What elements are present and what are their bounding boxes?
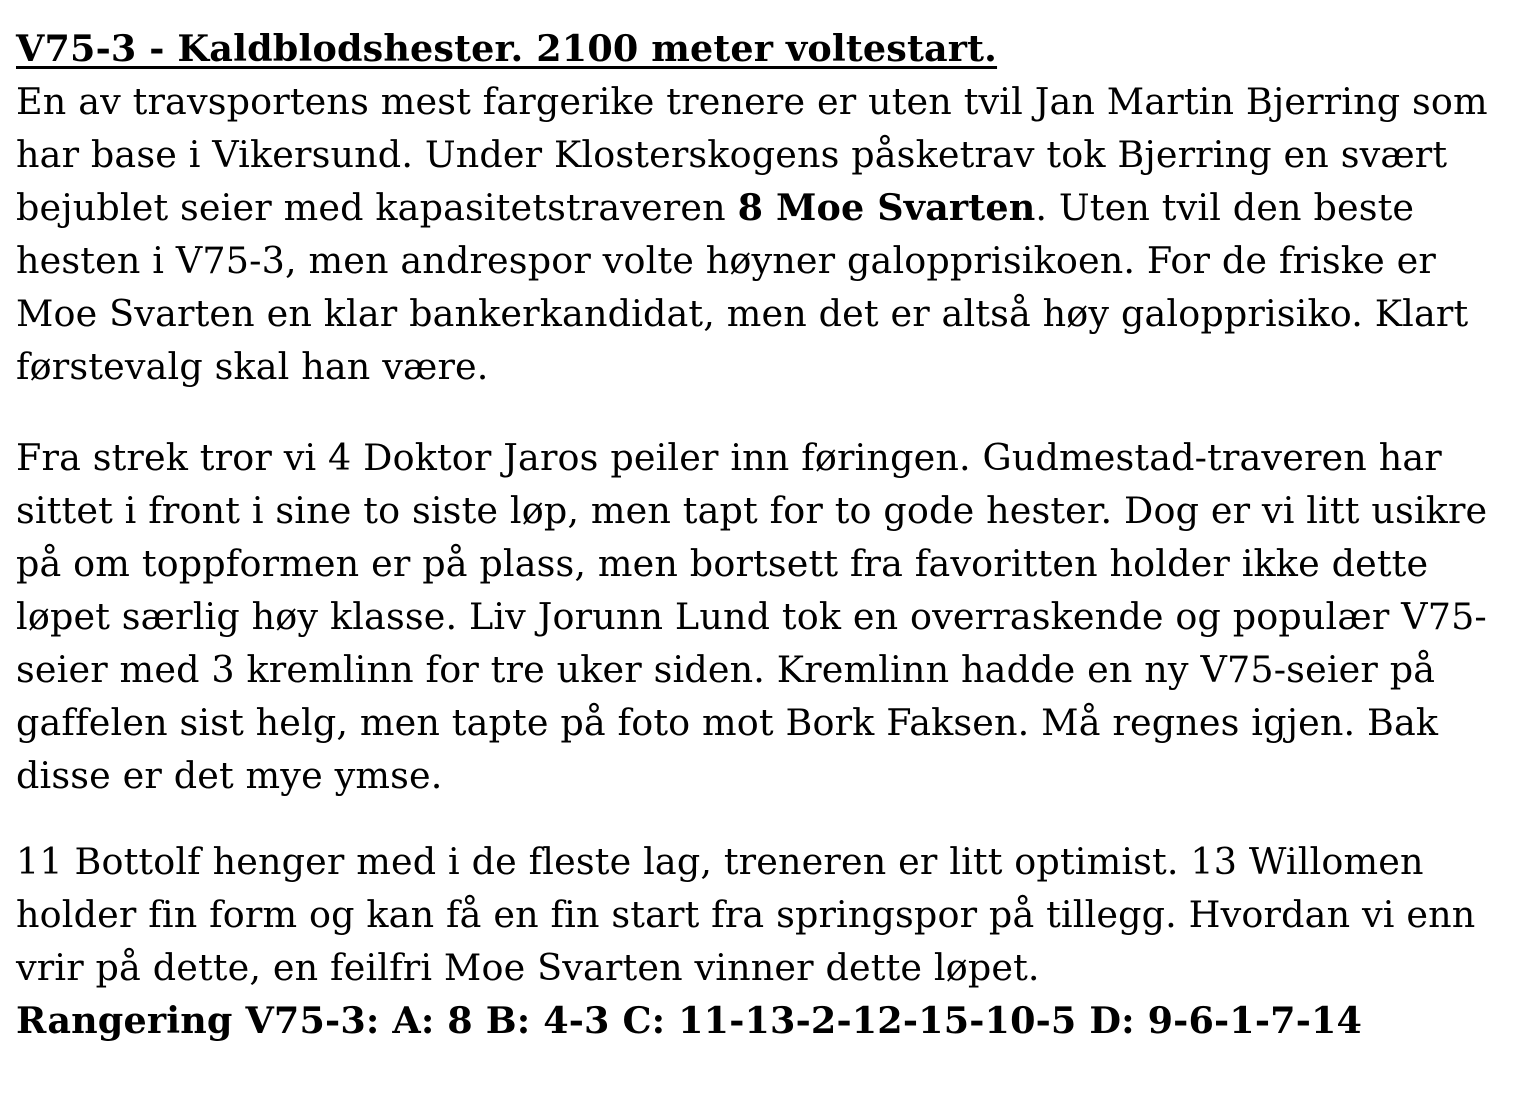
document-body — [16, 22, 1526, 1047]
paragraph-1 — [16, 75, 1526, 393]
section-title: V75-3 - Kaldblodshester. 2100 meter voltestart. — [16, 27, 998, 70]
paragraph-1-text-end: . Uten tvil den beste hesten i V75-3, men andrespor volte høyner galopprisikoen. For de friske er Moe Svarten en klar bankerkandidat, men det er altså høy galopprisiko. Klart førstevalg skal han være. — [16, 186, 1469, 388]
ranking-text: Rangering V75-3: A: 8 B: 4-3 C: 11-13-2-12-15-10-5 D: 9-6-1-7-14 — [16, 999, 1363, 1042]
paragraph-spacer — [16, 393, 1526, 431]
paragraph-2: Fra strek tror vi 4 Doktor Jaros peiler inn føringen. Gudmestad-traveren har sittet i front i sine to siste løp, men tapt for to gode hester. Dog er vi litt usikre på om toppformen er på plass, men bortsett fra favoritten holder ikke dette løpet særlig høy klasse. Liv Jorunn Lund tok en overraskende og populær V75-seier med 3 kremlinn for tre uker siden. Kremlinn hadde en ny V75-seier på gaffelen sist helg, men tapte på foto mot Bork Faksen. Må regnes igjen. Bak disse er det mye ymse. — [16, 436, 1488, 797]
paragraph-spacer — [16, 802, 1526, 835]
horse-name-bold: 8 Moe Svarten — [737, 186, 1036, 229]
ranking-line — [16, 994, 1526, 1047]
paragraph-3: 11 Bottolf henger med i de fleste lag, treneren er litt optimist. 13 Willomen holder fin form og kan få en fin start fra springspor på tillegg. Hvordan vi enn vrir på dette, en feilfri Moe Svarten vinner dette løpet. — [16, 840, 1476, 989]
paragraph-1-text-start: En av travsportens mest fargerike trenere er uten tvil Jan Martin Bjerring som har base i Vikersund. Under Klosterskogens påsketrav tok Bjerring en svært bejublet seier med kapasitetstraveren — [16, 80, 1488, 229]
